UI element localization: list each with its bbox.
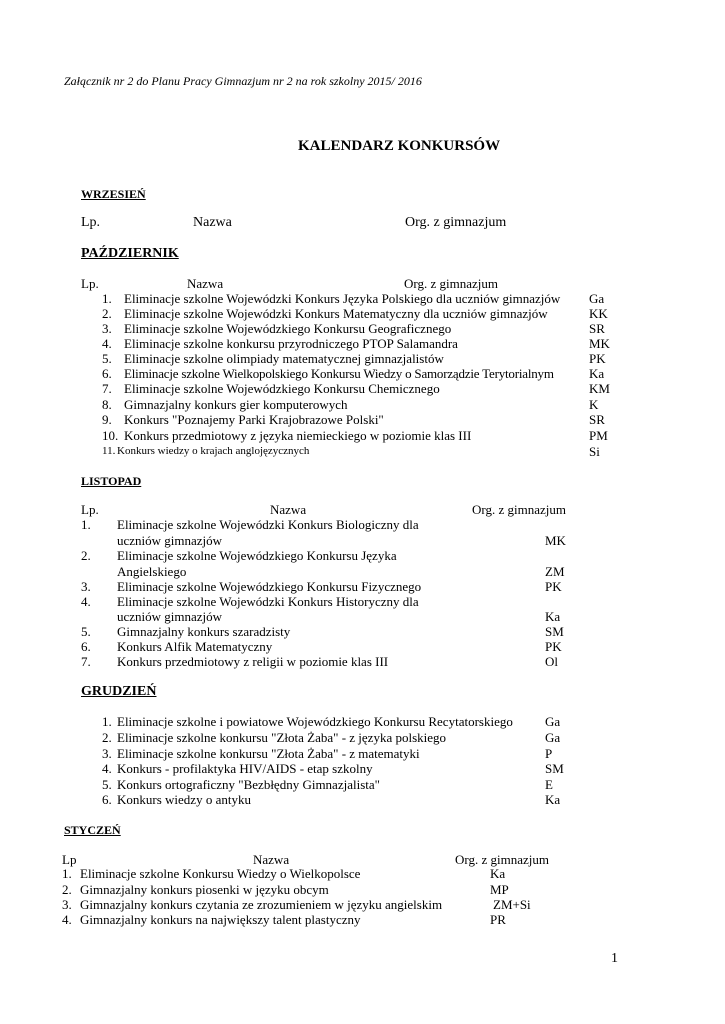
list-item: 1. Eliminacje szkolne i powiatowe Wojewódzkiego Konkursu Recytatorskiego Ga xyxy=(102,714,561,729)
column-header-org: Org. z gimnazjum xyxy=(455,852,549,867)
list-item: 7. Eliminacje szkolne Wojewódzkiego Konkursu Chemicznego KM xyxy=(102,381,610,396)
page-title: KALENDARZ KONKURSÓW xyxy=(298,138,501,154)
list-item: 4. Eliminacje szkolne Wojewódzki Konkurs Historyczny dla xyxy=(81,594,419,609)
list-item: 3. Gimnazjalny konkurs czytania ze zrozumieniem w języku angielskim ZM+Si xyxy=(62,897,531,912)
list-item: 7. Konkurs przedmiotowy z religii w poziomie klas III Ol xyxy=(81,654,558,669)
list-item-continuation: Angielskiego ZM xyxy=(117,564,565,579)
month-heading-styczen: STYCZEŃ xyxy=(64,823,121,837)
month-heading-pazdziernik: PAŹDZIERNIK xyxy=(81,246,179,261)
list-item: 6. Konkurs wiedzy o antyku Ka xyxy=(102,792,561,807)
column-header-nazwa: Nazwa xyxy=(193,215,232,230)
column-header-nazwa: Nazwa xyxy=(270,502,307,517)
list-item: 6. Eliminacje szkolne Wielkopolskiego Konkursu Wiedzy o Samorządzie Terytorialnym Ka xyxy=(102,366,605,381)
list-item: 10. Konkurs przedmiotowy z języka niemieckiego w poziomie klas III PM xyxy=(102,428,608,443)
month-heading-listopad: LISTOPAD xyxy=(81,474,142,488)
list-item: 3. Eliminacje szkolne Wojewódzkiego Konkursu Fizycznego PK xyxy=(81,579,562,594)
list-item: 9. Konkurs "Poznajemy Parki Krajobrazowe Polski" SR xyxy=(102,412,605,427)
column-header-nazwa: Nazwa xyxy=(253,852,290,867)
column-header-lp: Lp. xyxy=(81,502,99,517)
list-item-continuation: uczniów gimnazjów Ka xyxy=(117,609,561,624)
list-item: 2. Eliminacje szkolne Wojewódzki Konkurs Matematyczny dla uczniów gimnazjów KK xyxy=(102,306,608,321)
list-item: 1. Eliminacje szkolne Konkursu Wiedzy o Wielkopolsce Ka xyxy=(62,866,506,881)
list-item: 1. Eliminacje szkolne Wojewódzki Konkurs Biologiczny dla xyxy=(81,517,419,532)
month-heading-wrzesien: WRZESIEŃ xyxy=(81,187,146,201)
column-header-org: Org. z gimnazjum xyxy=(472,502,566,517)
list-item: 8. Gimnazjalny konkurs gier komputerowych K xyxy=(102,397,599,412)
list-item: 5. Eliminacje szkolne olimpiady matematycznej gimnazjalistów PK xyxy=(102,351,606,366)
page-number: 1 xyxy=(611,951,618,966)
list-item: 3. Eliminacje szkolne Wojewódzkiego Konkursu Geograficznego SR xyxy=(102,321,605,336)
column-header-nazwa: Nazwa xyxy=(187,276,224,291)
list-item: 4. Konkurs - profilaktyka HIV/AIDS - etap szkolny SM xyxy=(102,761,564,776)
list-item: 2. Eliminacje szkolne konkursu "Złota Żaba" - z języka polskiego Ga xyxy=(102,730,561,745)
list-item: 1. Eliminacje szkolne Wojewódzki Konkurs Języka Polskiego dla uczniów gimnazjów Ga xyxy=(102,291,605,306)
column-header-lp: Lp. xyxy=(81,215,101,230)
list-item: 4. Gimnazjalny konkurs na największy talent plastyczny PR xyxy=(62,912,506,927)
list-item: 2. Eliminacje szkolne Wojewódzkiego Konkursu Języka xyxy=(81,548,397,563)
list-item: 11. Konkurs wiedzy o krajach anglojęzycznych Si xyxy=(102,444,600,459)
list-item: 5. Gimnazjalny konkurs szaradzisty SM xyxy=(81,624,564,639)
list-item: 2. Gimnazjalny konkurs piosenki w języku obcym MP xyxy=(62,882,509,897)
list-item: 4. Eliminacje szkolne konkursu przyrodniczego PTOP Salamandra MK xyxy=(102,336,610,351)
month-heading-grudzien: GRUDZIEŃ xyxy=(81,684,157,699)
column-header-lp: Lp xyxy=(62,852,77,867)
list-item: 3. Eliminacje szkolne konkursu "Złota Żaba" - z matematyki P xyxy=(102,746,553,761)
column-header-lp: Lp. xyxy=(81,276,99,291)
list-item: 6. Konkurs Alfik Matematyczny PK xyxy=(81,639,562,654)
header-note: Załącznik nr 2 do Planu Pracy Gimnazjum nr 2 na rok szkolny 2015/ 2016 xyxy=(64,74,422,88)
column-header-org: Org. z gimnazjum xyxy=(404,276,498,291)
list-item-continuation: uczniów gimnazjów MK xyxy=(117,533,566,548)
list-item: 5. Konkurs ortograficzny "Bezbłędny Gimnazjalista" E xyxy=(102,777,553,792)
column-header-org: Org. z gimnazjum xyxy=(405,215,507,230)
